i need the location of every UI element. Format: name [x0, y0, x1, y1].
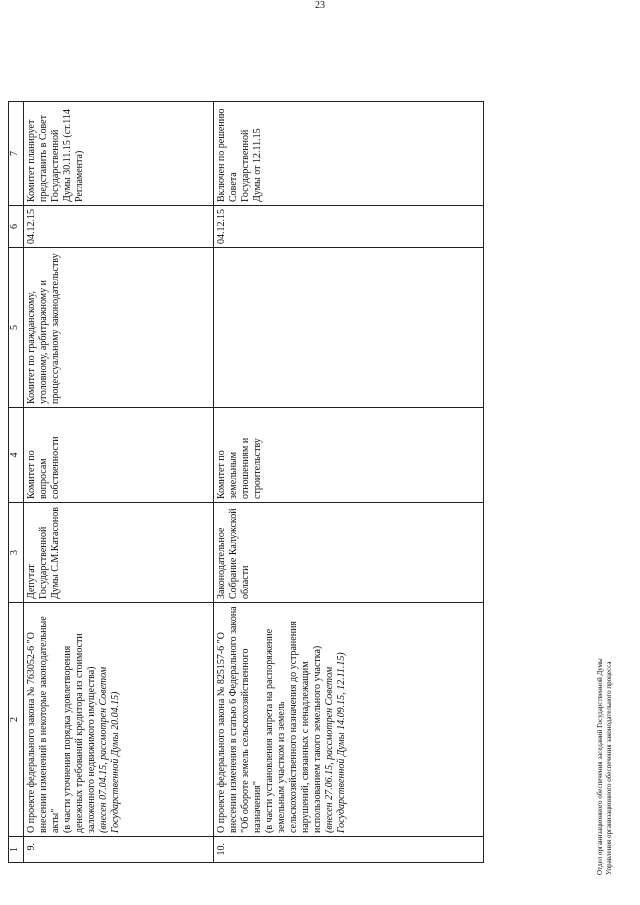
initiator-cell: Депутат Государственной Думы С.М.Катасонов: [24, 503, 214, 603]
column-number: 3: [9, 503, 24, 603]
column-number: 5: [9, 248, 24, 408]
column-number: 1: [9, 837, 24, 863]
co-committee-cell: [214, 248, 484, 408]
bill-title: О проекте федерального закона № 763052-6 "О внесении изменений в некоторые законодательные акты": [26, 616, 61, 833]
column-number: 4: [9, 408, 24, 503]
committee-cell: Комитет по вопросам собственности: [24, 408, 214, 503]
bill-cell: [214, 603, 484, 837]
column-number-row: [9, 102, 24, 863]
bill-detail: (в части уточнения порядка удовлетворения денежных требований кредитора из стоимости заложенного недвижимого имущества): [62, 633, 97, 833]
bill-detail: (в части установления запрета на распоряжение земельным участком из земель сельскохозяйственного назначения до устранения нарушений, связанных с ненадлежащим использованием такого земельного участка): [264, 620, 323, 833]
column-number: 6: [9, 206, 24, 248]
date-cell: 04.12.15: [214, 206, 484, 248]
co-committee-cell: Комитет по гражданскому, уголовному, арбитражному и процессуальному законодательству: [24, 248, 214, 408]
bills-table: [8, 101, 484, 863]
initiator-cell: Законодательное Собрание Калужской области: [214, 503, 484, 603]
bill-title: О проекте федерального закона № 825157-6 "О внесении изменения в статью 6 Федерального закона "Об обороте земель сельскохозяйственного назначения": [216, 606, 263, 833]
footer-line: Управления организационного обеспечения законодательного процесса: [605, 661, 613, 875]
column-number: 7: [9, 102, 24, 206]
row-number: 9.: [24, 837, 214, 863]
bill-note: (внесен 27.06.15, рассмотрен Советом Государственной Думы 14.09.15, 12.11.15): [324, 652, 347, 833]
table-row: [214, 102, 484, 863]
status-cell: Комитет планирует представить в Совет Государственной Думы 30.11.15 (ст.114 Регламента): [24, 102, 214, 206]
row-number: 10.: [214, 837, 484, 863]
status-cell: Включен по решению Совета Государственной Думы от 12.11.15: [214, 102, 484, 206]
committee-cell: Комитет по земельным отношениям и строительству: [214, 408, 484, 503]
bill-note: (внесен 07.04.15, рассмотрен Советом Государственной Думы 20.04.15): [98, 666, 121, 833]
table-row: [24, 102, 214, 863]
page-number: 23: [315, 0, 325, 11]
footer: [596, 658, 614, 875]
footer-line: Отдел организационного обеспечения заседаний Государственной Думы: [596, 658, 604, 875]
date-cell: 04.12.15: [24, 206, 214, 248]
bill-cell: [24, 603, 214, 837]
column-number: 2: [9, 603, 24, 837]
